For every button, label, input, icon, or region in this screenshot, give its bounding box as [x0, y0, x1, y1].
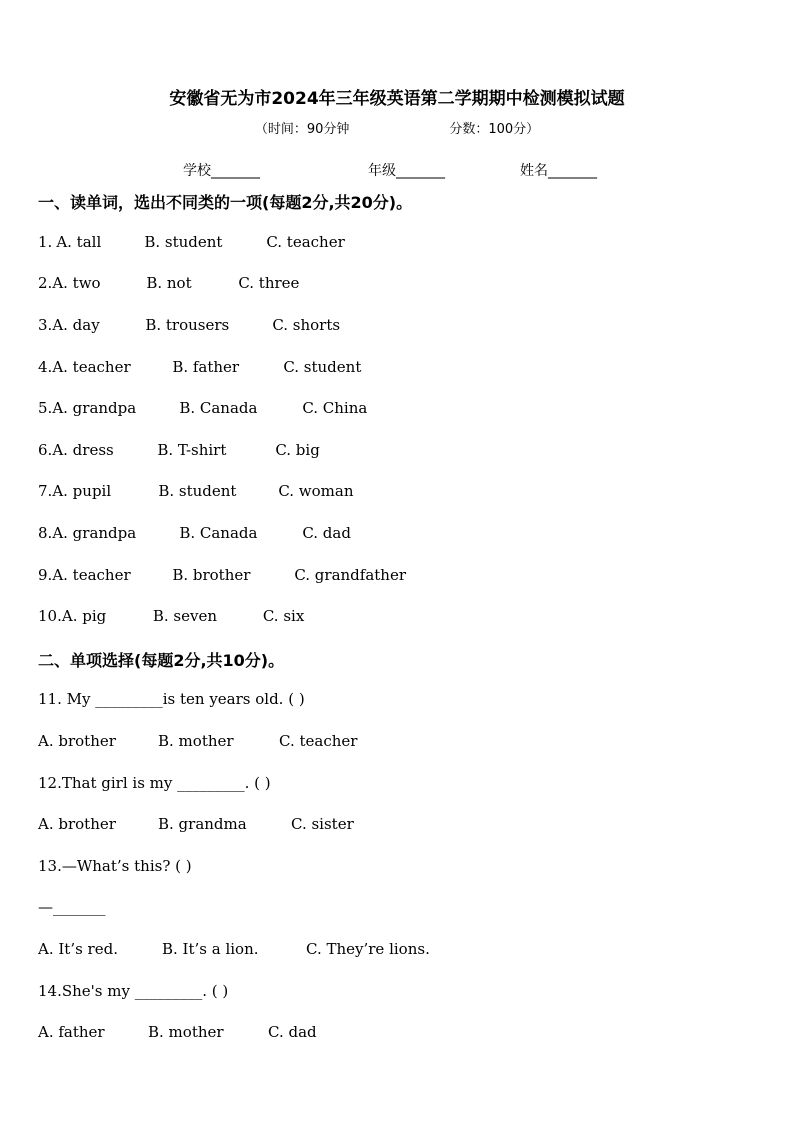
- question-14-options: [38, 1023, 317, 1041]
- option-a: A. It’s red.: [38, 940, 118, 958]
- option-b: B. mother: [148, 1023, 224, 1041]
- option-a: A. brother: [38, 815, 116, 833]
- option-c: C. teacher: [266, 233, 345, 251]
- exam-title: 安徽省无为市2024年三年级英语第二学期期中检测模拟试题: [169, 89, 625, 109]
- school-field: 学校_______: [183, 163, 260, 179]
- question-7: [38, 482, 354, 500]
- option-b: B. mother: [158, 732, 234, 750]
- question-2: [38, 274, 299, 292]
- option-a: A. teacher: [52, 358, 131, 376]
- exam-subtitle: [0, 118, 794, 137]
- question-3: [38, 316, 340, 334]
- option-b: B. trousers: [145, 316, 230, 334]
- question-12-stem: 12.That girl is my _________. ( ): [38, 774, 271, 792]
- option-a: A. brother: [38, 732, 116, 750]
- option-c: C. They’re lions.: [306, 940, 430, 958]
- option-c: C. China: [302, 399, 368, 417]
- option-b: B. brother: [172, 566, 251, 584]
- option-a: A. pupil: [52, 482, 112, 500]
- exam-score: 分数：100分）: [449, 122, 540, 137]
- question-9: [38, 566, 406, 584]
- option-c: C. shorts: [272, 316, 341, 334]
- option-c: C. woman: [278, 482, 354, 500]
- exam-time: （时间：90分钟: [254, 122, 350, 137]
- question-6: [38, 441, 320, 459]
- option-a: A. dress: [52, 441, 114, 459]
- option-a: A. teacher: [52, 566, 131, 584]
- question-11-stem: 11. My _________is ten years old. ( ): [38, 690, 305, 708]
- question-13-options: [38, 940, 430, 958]
- question-13-stem: 13.—What’s this? ( ): [38, 857, 192, 875]
- option-a: A. father: [38, 1023, 105, 1041]
- question-1: [38, 233, 345, 251]
- option-b: B. Canada: [179, 399, 258, 417]
- name-field: 姓名_______: [520, 163, 597, 179]
- question-number: 10.: [38, 607, 62, 625]
- question-number: 9.: [38, 566, 53, 584]
- option-a: A. grandpa: [52, 524, 137, 542]
- question-5: [38, 399, 367, 417]
- question-8: [38, 524, 351, 542]
- question-number: 7.: [38, 482, 53, 500]
- option-a: A. day: [52, 316, 100, 334]
- option-c: C. big: [275, 441, 320, 459]
- option-c: C. grandfather: [294, 566, 406, 584]
- option-a: A. two: [52, 274, 101, 292]
- question-number: 5.: [38, 399, 53, 417]
- option-b: B. T-shirt: [157, 441, 227, 459]
- section-1-heading: 一、读单词，选出不同类的一项(每题2分,共20分)。: [38, 193, 413, 212]
- question-10: [38, 607, 304, 625]
- question-number: 1.: [38, 233, 53, 251]
- question-13-answer-line: —_______: [38, 898, 106, 916]
- option-c: C. six: [262, 607, 305, 625]
- question-14-stem: 14.She's my _________. ( ): [38, 982, 229, 1000]
- option-c: C. three: [238, 274, 300, 292]
- option-c: C. dad: [302, 524, 351, 542]
- question-number: 3.: [38, 316, 53, 334]
- question-number: 4.: [38, 358, 53, 376]
- option-a: A. tall: [56, 233, 102, 251]
- option-a: A. pig: [61, 607, 107, 625]
- option-b: B. seven: [152, 607, 218, 625]
- question-4: [38, 358, 361, 376]
- option-b: B. father: [172, 358, 240, 376]
- question-number: 2.: [38, 274, 53, 292]
- section-2-heading: 二、单项选择(每题2分,共10分)。: [38, 651, 285, 670]
- option-c: C. student: [283, 358, 362, 376]
- option-b: B. student: [158, 482, 237, 500]
- option-b: B. grandma: [158, 815, 247, 833]
- option-b: B. Canada: [179, 524, 258, 542]
- option-a: A. grandpa: [52, 399, 137, 417]
- option-b: B. It’s a lion.: [162, 940, 259, 958]
- grade-field: 年级_______: [368, 163, 445, 179]
- question-11-options: [38, 732, 357, 750]
- question-12-options: [38, 815, 354, 833]
- option-b: B. student: [144, 233, 223, 251]
- option-c: C. dad: [268, 1023, 317, 1041]
- option-c: C. sister: [291, 815, 354, 833]
- question-number: 8.: [38, 524, 53, 542]
- option-c: C. teacher: [279, 732, 358, 750]
- option-b: B. not: [146, 274, 192, 292]
- question-number: 6.: [38, 441, 53, 459]
